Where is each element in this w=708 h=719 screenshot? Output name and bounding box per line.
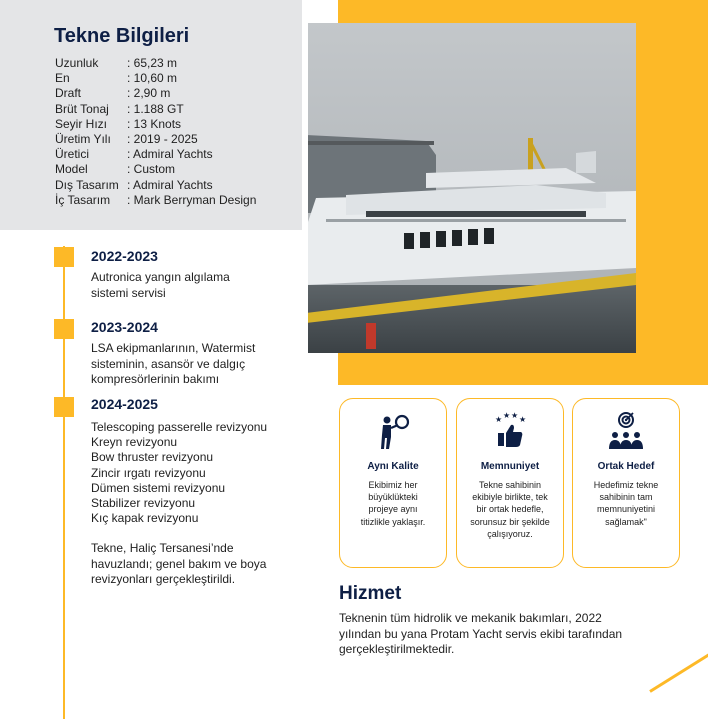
timeline-marker [54, 319, 74, 339]
text-line: havuzlandı; genel bakım ve boya [91, 556, 267, 571]
text-line: projeye aynı [368, 504, 418, 515]
timeline-period: 2022-2023 [91, 248, 158, 264]
text-line: Ekibimiz her [368, 480, 418, 490]
spec-row [55, 117, 256, 132]
text-line: Tekne sahibinin [478, 480, 542, 490]
spec-row [55, 56, 256, 71]
text-line: ekibiyle birlikte, tek [472, 492, 548, 503]
spec-row [55, 86, 256, 101]
list-item: Kreyn revizyonu [91, 435, 178, 450]
timeline-line [63, 246, 65, 719]
service-title: Hizmet [339, 583, 402, 604]
svg-text:★: ★ [511, 411, 519, 420]
spec-label: Üretim Yılı [55, 132, 111, 147]
spec-row [55, 193, 256, 208]
text-line: Tekne, Haliç Tersanesi’nde [91, 541, 234, 555]
spec-value: : Custom [127, 162, 176, 177]
spec-row [55, 147, 256, 162]
svg-text:★: ★ [503, 411, 511, 420]
card-title: Ortak Hedef [597, 461, 655, 472]
spec-label: Draft [55, 86, 82, 101]
timeline-period: 2024-2025 [91, 396, 158, 412]
yacht-illustration [306, 23, 636, 353]
text-line: Autronica yangın algılama [91, 270, 230, 284]
text-line: Teknenin tüm hidrolik ve mekanik bakımları, 2022 [339, 611, 602, 625]
text-line: bir ortak hedefle, [476, 504, 544, 515]
spec-row [55, 162, 256, 177]
list-item: Stabilizer revizyonu [91, 496, 196, 511]
spec-label: En [55, 71, 70, 86]
thumbs-up-stars-icon [490, 411, 530, 451]
text-line: büyüklükteki [368, 492, 418, 503]
spec-label: İç Tasarım [55, 192, 111, 207]
card-text [348, 479, 438, 528]
spec-value: : Mark Berryman Design [127, 192, 257, 207]
timeline-description [91, 341, 255, 388]
list-item: Kıç kapak revizyonu [91, 511, 199, 526]
timeline-description [91, 270, 230, 301]
spec-row [55, 178, 256, 193]
spec-value: : 1.188 GT [127, 101, 184, 116]
spec-label: Dış Tasarım [55, 177, 119, 192]
text-line: sahibinin tam [599, 492, 653, 503]
list-item: Telescoping passerelle revizyonu [91, 420, 268, 434]
revision-list [91, 420, 267, 526]
list-item: Dümen sistemi revizyonu [91, 480, 226, 495]
text-line: memnuniyetini [596, 504, 656, 515]
list-item: Bow thruster revizyonu [91, 450, 214, 465]
spec-value: : Admiral Yachts [127, 147, 213, 162]
spec-value: : Admiral Yachts [127, 177, 213, 192]
text-line: yılından bu yana Protam Yacht servis ekibi tarafından [339, 626, 623, 641]
spec-row [55, 71, 256, 86]
card-text [581, 479, 671, 528]
timeline-note [91, 541, 266, 588]
text-line: gerçekleştirilmektedir. [339, 642, 455, 657]
spec-label: Brüt Tonaj [55, 101, 109, 116]
feature-card [456, 398, 564, 568]
card-text [465, 479, 555, 540]
spec-value: : 65,23 m [127, 56, 178, 70]
svg-text:★: ★ [495, 415, 503, 424]
spec-value: : 13 Knots [127, 116, 182, 131]
list-item: Zincir ırgatı revizyonu [91, 465, 206, 480]
spec-row [55, 132, 256, 147]
page-title: Tekne Bilgileri [54, 25, 190, 47]
text-line: kompresörlerinin bakımı [91, 372, 220, 386]
spec-value: : 2019 - 2025 [127, 132, 198, 147]
spec-label: Üretici [55, 147, 90, 162]
text-line: sorunsuz bir şekilde [470, 516, 550, 527]
card-title: Aynı Kalite [367, 461, 419, 472]
text-line: sağlamak" [605, 516, 647, 527]
text-line: revizyonları gerçekleştirildi. [91, 572, 236, 586]
spec-label: Seyir Hızı [55, 116, 108, 131]
timeline-marker [54, 397, 74, 417]
timeline-period: 2023-2024 [91, 319, 158, 335]
yacht-photo [306, 23, 636, 353]
text-line: Hedefimiz tekne [593, 480, 659, 490]
spec-value: : 10,60 m [127, 71, 178, 86]
feature-card [572, 398, 680, 568]
spec-table [55, 56, 256, 208]
photo-frame [302, 18, 308, 358]
spec-row [55, 102, 256, 117]
text-line: sistemi servisi [91, 285, 166, 300]
team-target-icon [606, 411, 646, 451]
spec-label: Model [55, 162, 88, 177]
svg-text:★: ★ [519, 415, 527, 424]
text-line: titizlikle yaklaşır. [360, 516, 426, 527]
text-line: çalışıyoruz. [487, 528, 533, 539]
feature-card [339, 398, 447, 568]
timeline-marker [54, 247, 74, 267]
spec-value: : 2,90 m [127, 86, 171, 101]
text-line: sisteminin, asansör ve dalgıç [91, 356, 246, 371]
card-title: Memnuniyet [480, 461, 540, 472]
spec-label: Uzunluk [55, 56, 99, 70]
person-magnifier-icon [373, 411, 413, 451]
text-line: LSA ekipmanlarının, Watermist [91, 341, 256, 355]
service-description [339, 611, 669, 658]
